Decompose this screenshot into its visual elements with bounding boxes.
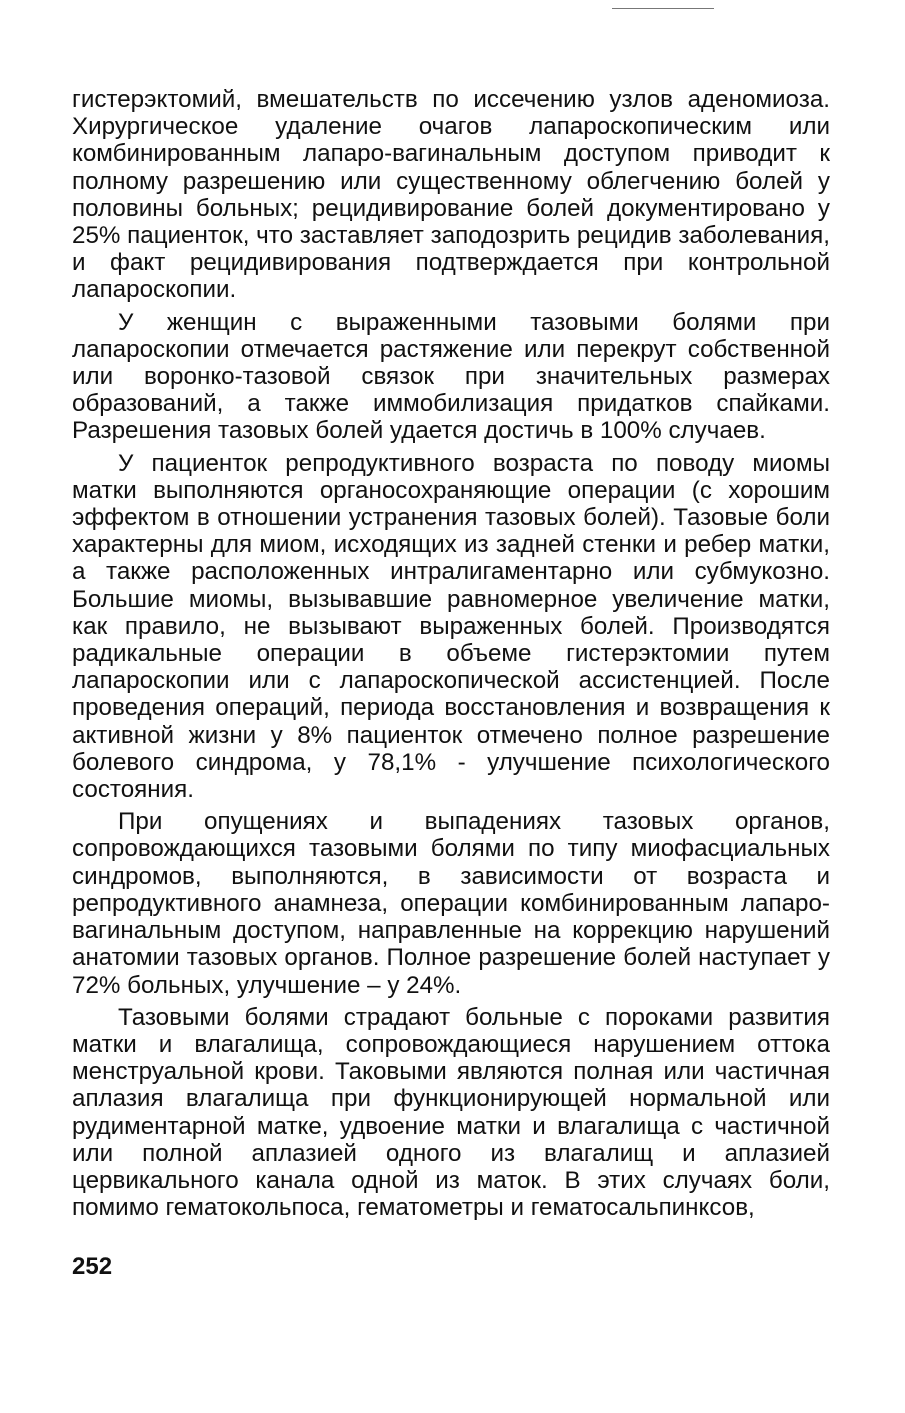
page-number: 252	[72, 1253, 113, 1280]
paragraph-2: У женщин с выраженными тазовыми болями при лапароскопии отмечается растяжение или перекрут собственной или воронко-тазовой связок при значительных размерах образований, а также иммобилизация придатков спайками. Разрешения тазовых болей удается достичь в 100% случаев.	[72, 308, 830, 445]
paragraph-3: У пациенток репродуктивного возраста по поводу миомы матки выполняются органосохраняющие операции (с хорошим эффектом в отношении устранения тазовых болей). Тазовые боли характерны для миом, исходящих из задней стенки и ребер матки, а также расположенных интралигаментарно или субмукозно. Большие миомы, вызывавшие равномерное увеличение матки, как правило, не вызывают выраженных болей. Производятся радикальные операции в объеме гистерэктомии путем лапароскопии или с лапароскопической ассистенцией. После проведения операций, периода восстановления и возвращения к активной жизни у 8% пациенток отмечено полное разрешение болевого синдрома, у 78,1% - улучшение психологического состояния.	[72, 449, 830, 804]
paragraph-5: Тазовыми болями страдают больные с пороками развития матки и влагалища, сопровождающиеся нарушением оттока менструальной крови. Таковыми являются полная или частичная аплазия влагалища при функционирующей нормальной или рудиментарной матке, удвоение матки и влагалища с частичной или полной аплазией одного из влагалищ и аплазией цервикального канала одной из маток. В этих случаях боли, помимо гематокольпоса, гематометры и гематосальпинксов,	[72, 1003, 830, 1222]
body-text	[72, 86, 830, 1226]
paragraph-1: гистерэктомий, вмешательств по иссечению узлов аденомиоза. Хирургическое удаление очагов лапароскопическим или комбинированным лапаро-вагинальным доступом приводит к полному разрешению или существенному облегчению болей у половины больных; рецидивирование болей документировано у 25% пациенток, что заставляет заподозрить рецидив заболевания, и факт рецидивирования подтверждается при контрольной лапароскопии.	[72, 86, 830, 304]
paragraph-4: При опущениях и выпадениях тазовых органов, сопровождающихся тазовыми болями по типу миофасциальных синдромов, выполняются, в зависимости от возраста и репродуктивного анамнеза, операции комбинированным лапаро-вагинальным доступом, направленные на коррекцию нарушений анатомии тазовых органов. Полное разрешение болей наступает у 72% больных, улучшение – у 24%.	[72, 808, 830, 999]
top-rule	[612, 8, 714, 9]
